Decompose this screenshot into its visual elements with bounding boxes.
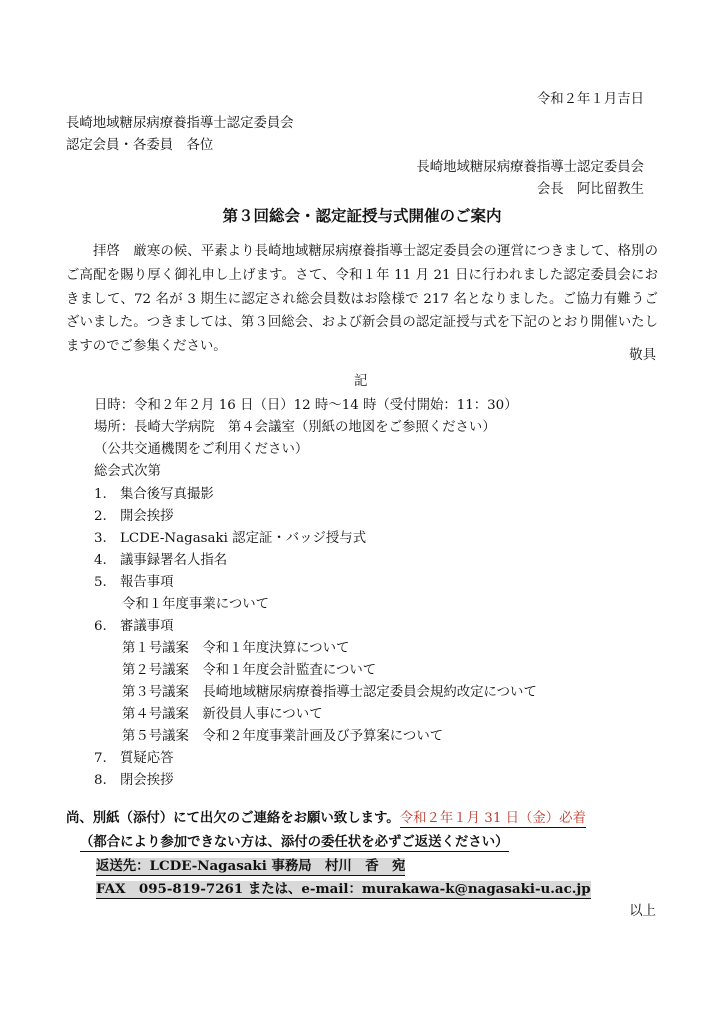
closing-keigu: 敬具 xyxy=(629,348,656,363)
agenda-number: 4. xyxy=(94,553,107,568)
return-address xyxy=(96,858,405,874)
body-paragraph: 拝啓 厳寒の候、平素より長崎地域糖尿病療養指導士認定委員会の運営につきまして、格別のご高配を賜り厚く御礼申し上げます。さて、令和１年 11 月 21 日に行われました認定委員会におきまして、72 名が 3 期生に認定され総会員数はお陰様で 217 名となりました。ご協力有難うございました。つきましては、第３回総会、および新会員の認定証授与式を下記のとおり開催いたしますのでご参集ください。 xyxy=(66,244,658,355)
report-sub-item: 令和１年度事業について xyxy=(122,597,270,612)
document-date: 令和２年１月吉日 xyxy=(536,92,644,107)
proxy-note xyxy=(80,834,509,850)
event-datetime: 日時：令和２年２月 16 日（日）12 時～14 時（受付開始：11：30） xyxy=(94,398,518,413)
agenda-text: 集合後写真撮影 xyxy=(120,487,214,502)
agenda-text: 議事録署名人指名 xyxy=(120,553,228,568)
sender-organization: 長崎地域糖尿病療養指導士認定委員会 xyxy=(416,160,644,175)
agenda-text: LCDE-Nagasaki 認定証・バッジ授与式 xyxy=(120,531,367,546)
agenda-text: 報告事項 xyxy=(120,575,174,590)
transit-note: （公共交通機関をご利用ください） xyxy=(94,442,309,457)
proxy-text: （都合により参加できない方は、添付の委任状を必ずご返送ください） xyxy=(80,834,509,850)
agenda-text: 質疑応答 xyxy=(120,751,174,766)
agenda-heading: 総会式次第 xyxy=(94,464,161,479)
deliberation-item: 第１号議案 令和１年度決算について xyxy=(122,641,350,656)
agenda-text: 開会挨拶 xyxy=(120,509,174,524)
agenda-item xyxy=(94,531,366,547)
agenda-text: 審議事項 xyxy=(120,619,174,634)
agenda-item xyxy=(94,487,214,503)
notice-main: 尚、別紙（添付）にて出欠のご連絡をお願い致します。 xyxy=(66,810,400,826)
agenda-number: 6. xyxy=(94,619,107,634)
agenda-item xyxy=(94,575,174,591)
agenda-number: 1. xyxy=(94,487,107,502)
agenda-number: 3. xyxy=(94,531,107,546)
return-text: 返送先：LCDE-Nagasaki 事務局 村川 香 宛 xyxy=(96,858,406,874)
deliberation-item: 第２号議案 令和１年度会計監査について xyxy=(122,663,377,678)
agenda-number: 2. xyxy=(94,509,107,524)
end-ijou: 以上 xyxy=(629,904,656,919)
notice-line xyxy=(66,810,586,827)
deliberation-item: 第４号議案 新役員人事について xyxy=(122,707,323,722)
deliberation-item: 第３号議案 長崎地域糖尿病療養指導士認定委員会規約改定について xyxy=(122,685,537,700)
recipient-organization: 長崎地域糖尿病療養指導士認定委員会 xyxy=(66,116,294,131)
agenda-item xyxy=(94,773,174,789)
agenda-number: 8. xyxy=(94,773,107,788)
document-title: 第３回総会・認定証授与式開催のご案内 xyxy=(222,207,502,225)
agenda-number: 5. xyxy=(94,575,107,590)
event-place: 場所：長崎大学病院 第４会議室（別紙の地図をご参照ください） xyxy=(94,420,496,435)
contact-fax-email xyxy=(96,881,591,897)
recipient-members: 認定会員・各委員 各位 xyxy=(66,138,214,153)
agenda-text: 閉会挨拶 xyxy=(120,773,174,788)
agenda-item xyxy=(94,509,174,525)
sender-person: 会長 阿比留教生 xyxy=(536,182,644,197)
ki-marker: 記 xyxy=(354,374,368,389)
contact-text: FAX 095-819-7261 または、e-mail：murakawa-k@nagasaki-u.ac.jp xyxy=(96,881,591,897)
agenda-item xyxy=(94,619,174,635)
agenda-item xyxy=(94,751,174,767)
agenda-number: 7. xyxy=(94,751,107,766)
deliberation-item: 第５号議案 令和２年度事業計画及び予算案について xyxy=(122,729,444,744)
agenda-item xyxy=(94,553,227,569)
deadline-text: 令和２年１月 31 日（金）必着 xyxy=(399,811,586,826)
